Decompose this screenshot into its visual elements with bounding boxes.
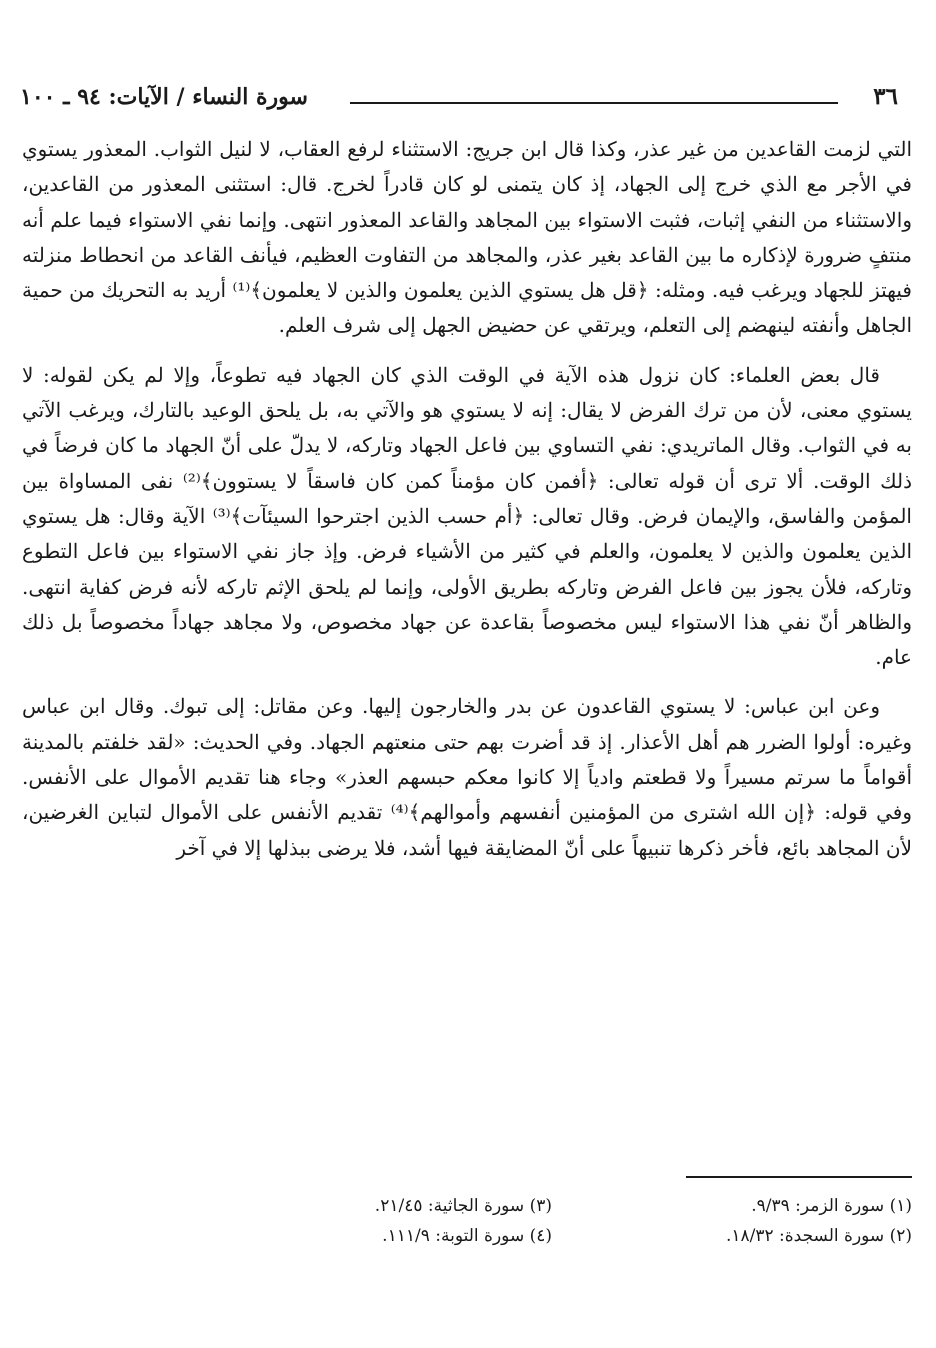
footnotes [200, 1192, 912, 1262]
paragraph: قال بعض العلماء: كان نزول هذه الآية في الوقت الذي كان الجهاد فيه تطوعاً، وإلا لم يكن لقوله: لا يستوي معنى، لأن من ترك الفرض لا يقال: إنه لا يستوي هو والآتي به، بل يلحق الوعيد بالتارك، ويرغب الآتي به في الثواب. وقال الماتريدي: نفي التساوي بين فاعل الجهاد وتاركه، لا يدلّ على أنّ الجهاد ما كان فرضاً في ذلك الوقت. ألا ترى أن قوله تعالى: ﴿أفمن كان مؤمناً كمن كان فاسقاً لا يستوون﴾⁽²⁾ نفى المساواة بين المؤمن والفاسق، والإيمان فرض. وقال تعالى: ﴿أم حسب الذين اجترحوا السيئآت﴾⁽³⁾ الآية وقال: هل يستوي الذين يعلمون والذين لا يعلمون، والعلم في كثير من الأشياء فرض. وإذ جاز نفي الاستواء بين فاعل التطوع وتاركه، فلأن يجوز بين فاعل الفرض وتاركه بطريق الأولى، وإنما لم يلحق الإثم تاركه لأنه فرض كفاية انتهى. والظاهر أنّ نفي هذا الاستواء ليس مخصوصاً بقاعدة عن جهاد مخصوص، ولا مجاهد جهاداً مخصوصاً بل ذلك عام. [22, 362, 912, 670]
footnote-3: (٣) سورة الجاثية: ٢١/٤٥. [374, 1196, 552, 1216]
page-header [20, 80, 898, 120]
running-title: سورة النساء / الآيات: ٩٤ ـ ١٠٠ [20, 84, 308, 110]
footnote-2: (٢) سورة السجدة: ١٨/٣٢. [725, 1226, 912, 1246]
footnote-1: (١) سورة الزمر: ٩/٣٩. [751, 1196, 912, 1216]
main-text [22, 132, 912, 880]
paragraph: وعن ابن عباس: لا يستوي القاعدون عن بدر والخارجون إليها. وعن مقاتل: إلى تبوك. وقال ابن عباس وغيره: أولوا الضرر هم أهل الأعذار. إذ قد أضرت بهم حتى منعتهم الجهاد. وفي الحديث: «لقد خلفتم بالمدينة أقواماً ما سرتم مسيراً ولا قطعتم وادياً إلا كانوا معكم حبسهم العذر» وجاء هنا تقديم الأموال على الأنفس. وفي قوله: ﴿إن الله اشترى من المؤمنين أنفسهم وأموالهم﴾⁽⁴⁾ تقديم الأنفس على الأموال لتباين الغرضين، لأن المجاهد بائع، فأخر ذكرها تنبيهاً على أنّ المضايقة فيها أشد، فلا يرضى ببذلها إلا في آخر [22, 694, 912, 860]
footnote-rule [686, 1176, 912, 1178]
page-number: ٣٦ [873, 83, 898, 110]
footnote-4: (٤) سورة التوبة: ١١١/٩. [382, 1226, 552, 1246]
paragraph: التي لزمت القاعدين من غير عذر، وكذا قال ابن جريج: الاستثناء لرفع العقاب، لا لنيل الثواب. المعذور يستوي في الأجر مع الذي خرج إلى الجهاد، إذ كان يتمنى لو كان قادراً لخرج. قال: استثنى المعذور من القاعدين، والاستثناء من النفي إثبات، فثبت الاستواء بين المجاهد والقاعد المعذور انتهى. وإنما نفي الاستواء فيما علم أنه منتفٍ ضرورة لإذكاره ما بين القاعد بغير عذر، والمجاهد من التفاوت العظيم، فيأنف القاعد من انحطاط منزلته فيهتز للجهاد ويرغب فيه. ومثله: ﴿قل هل يستوي الذين يعلمون والذين لا يعلمون﴾⁽¹⁾ أريد به التحريك من حمية الجاهل وأنفته لينهضم إلى التعلم، ويرتقي عن حضيض الجهل إلى شرف العلم. [22, 137, 913, 338]
header-rule [350, 102, 838, 104]
